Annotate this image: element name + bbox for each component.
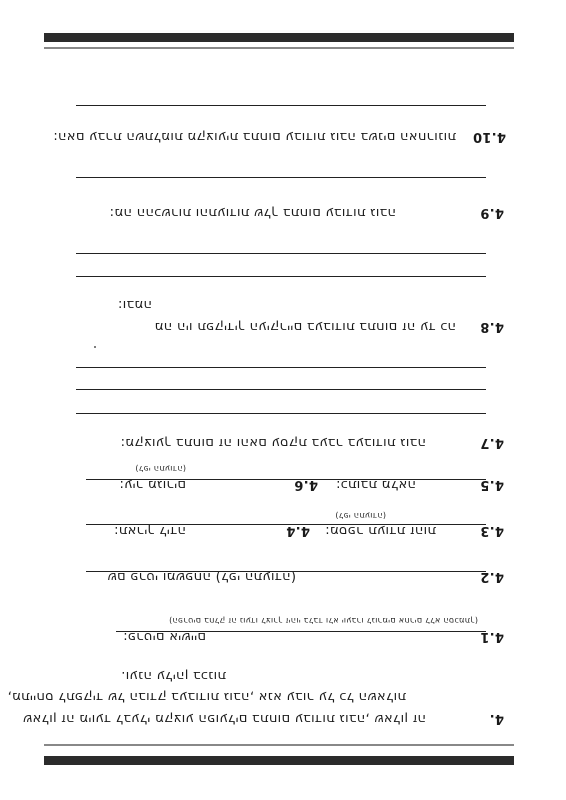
item-4-2-line	[86, 571, 486, 572]
item-4-4-note: (לפי התעודה)	[335, 511, 386, 520]
item-4-3-number: 4.3	[480, 523, 504, 538]
item-4-8-number: 4.8	[480, 319, 504, 334]
item-4-1-label: פרטים אישיים:	[122, 629, 206, 644]
item-4-5-label: עיר מגורים:	[119, 477, 186, 492]
item-4-5-line	[86, 479, 486, 480]
item-4-9-line	[76, 177, 486, 178]
item-4-8-label-line2: ובמה:	[117, 297, 152, 312]
item-4-6-number: 4.6	[294, 477, 318, 492]
section-4-intro-line2: מתייחס לתפקיד של הבודק בעבודות גובה, אנא עבור על כל השאלות,	[7, 689, 406, 704]
item-4-9-number: 4.9	[480, 205, 504, 220]
item-4-8-line1	[76, 276, 486, 277]
section-4-intro-line3: וענה עליהן בכנות.	[120, 668, 226, 683]
item-4-1-number: 4.1	[480, 629, 504, 644]
item-4-2-number: 4.2	[480, 569, 504, 584]
item-4-1-line	[116, 631, 486, 632]
stray-mark	[94, 346, 96, 348]
item-4-4-number: 4.4	[286, 523, 310, 538]
item-4-8-label-line1: מה היו תפקידיך העיקריים בעבודות בתחום זה עד כה	[154, 319, 456, 334]
item-4-6-label: כתובת מלאה:	[335, 477, 416, 492]
item-4-3-label: תאריך לידה:	[113, 523, 186, 538]
item-4-10-label: האם עברת השתלמות מקצועית בתחום עבודות גובה בשנים האחרונות:	[53, 129, 456, 144]
item-4-1-note: (הפרטים בחלק זה נועדו לצורך זיהוי בלבד ולא יועברו לגורמים אחרים ללא הסכמתך)	[168, 616, 478, 625]
item-4-10-line	[76, 105, 486, 106]
item-4-5-number: 4.5	[480, 477, 504, 492]
item-4-7-line2	[76, 389, 486, 390]
item-4-2-label: שם פרטי ומשפחה (לפי התעודה)	[107, 569, 296, 584]
item-4-3-line	[86, 524, 486, 525]
item-4-8-line2	[76, 253, 486, 254]
item-4-10-number: 4.10	[472, 129, 506, 144]
item-4-7-line3	[76, 367, 486, 368]
item-4-4-label: מספר תעודת זהות:	[324, 523, 436, 538]
item-4-9-label: מה ההכשרות והתעודות שלך בתחום עבודות גובה:	[109, 205, 396, 220]
section-4-number: 4.	[489, 711, 504, 726]
item-4-7-label: מקצועך בתחום זה והאם עסקת בעבר בעבודות גובה:	[120, 435, 426, 450]
item-4-5-note: (לפי התעודה)	[135, 464, 186, 473]
item-4-7-line1	[76, 413, 486, 414]
section-4-intro-line1: שאלון זה מיועד לבעלי מקצוע הפועלים בתחום עבודות גובה, שאלון זה	[22, 711, 426, 726]
item-4-7-number: 4.7	[480, 435, 504, 450]
